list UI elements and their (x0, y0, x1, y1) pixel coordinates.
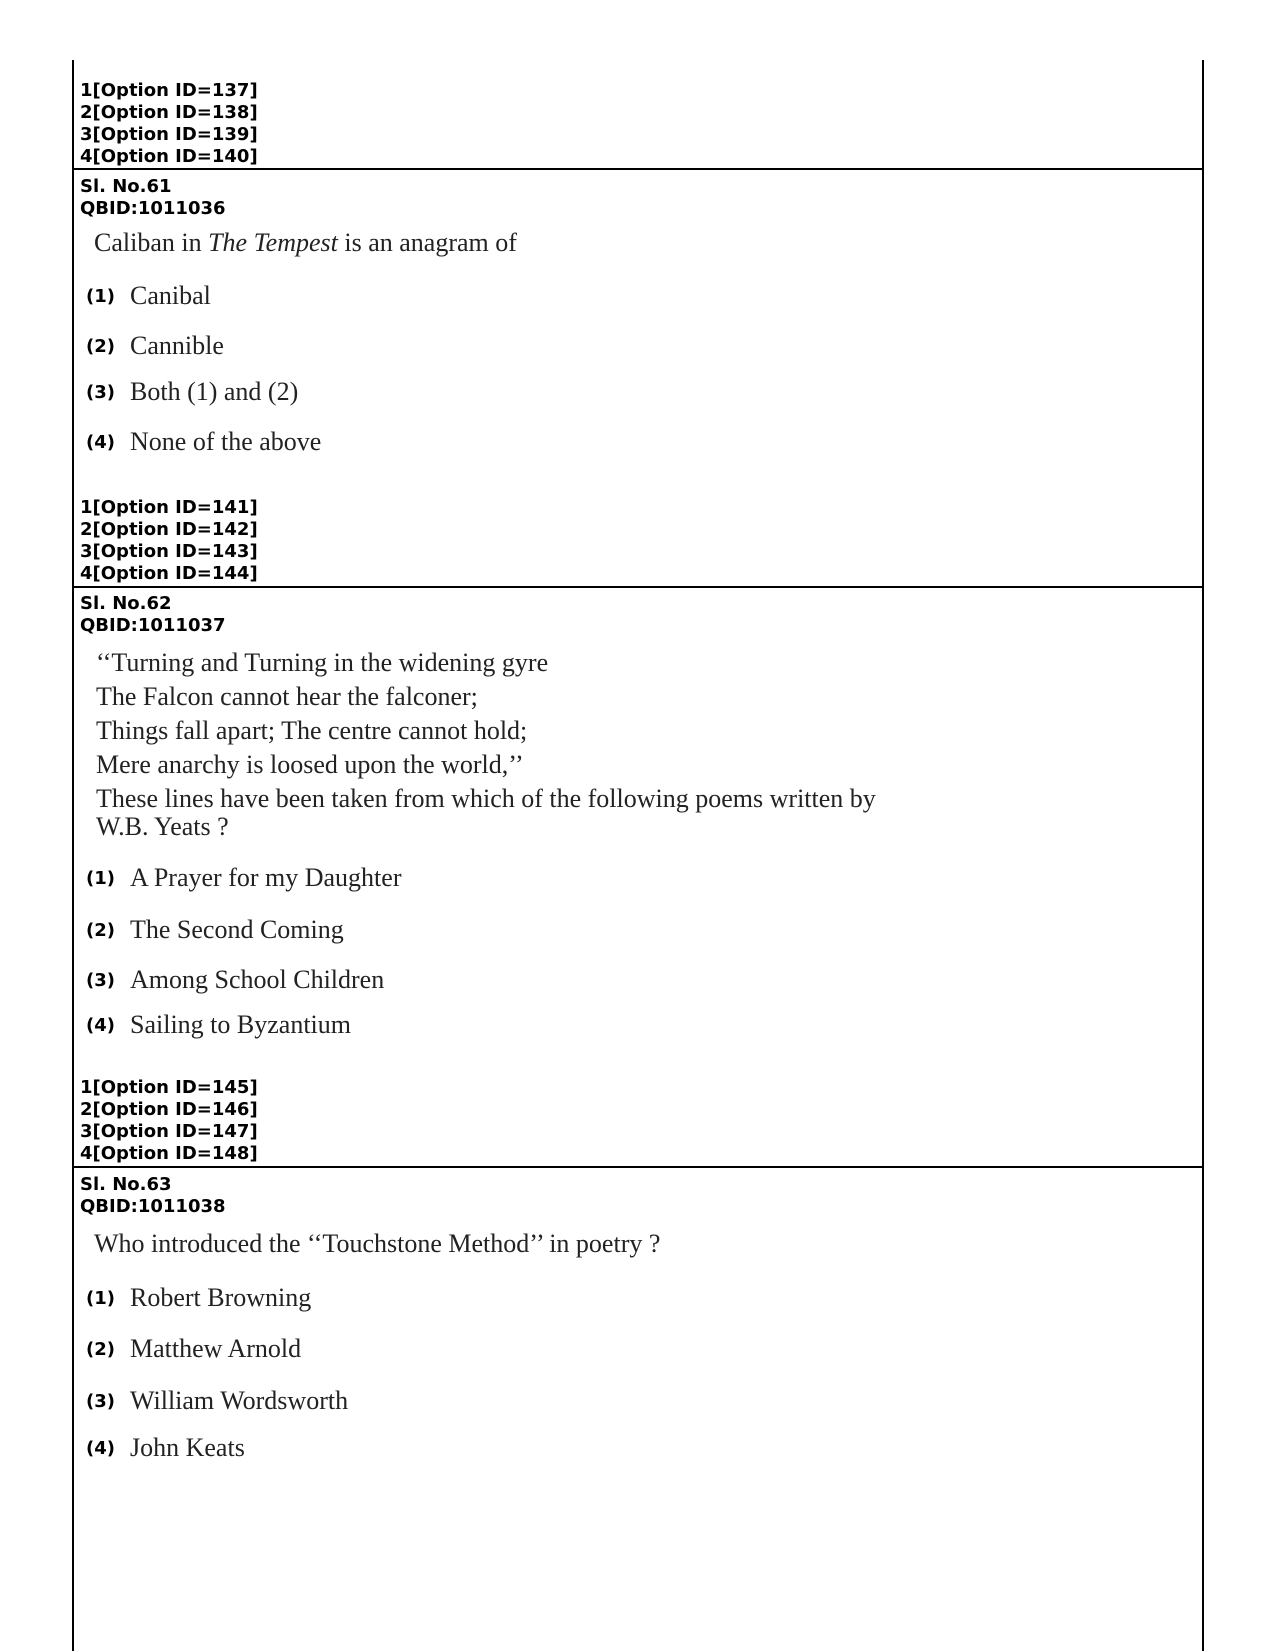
option-id: 1[Option ID=137] (80, 80, 258, 101)
answer-option (86, 1433, 245, 1467)
serial-number: Sl. No.63 (80, 1174, 172, 1195)
option-number: (3) (86, 1390, 115, 1412)
answer-option (86, 1386, 348, 1420)
option-id: 4[Option ID=140] (80, 146, 258, 167)
qbid: QBID:1011036 (80, 198, 226, 219)
option-number: (4) (86, 1014, 115, 1036)
question-text (94, 228, 517, 258)
answer-option (86, 281, 211, 315)
option-number: (2) (86, 919, 115, 941)
answer-option (86, 915, 344, 949)
option-id-list (80, 497, 258, 585)
answer-option (86, 1010, 351, 1044)
option-text: None of the above (130, 427, 322, 456)
option-id: 3[Option ID=143] (80, 541, 258, 562)
option-id: 4[Option ID=148] (80, 1143, 258, 1164)
option-number: (2) (86, 335, 115, 357)
question-line: W.B. Yeats ? (96, 812, 229, 841)
option-text: Canibal (130, 281, 211, 310)
question-header (80, 1174, 226, 1218)
option-number: (4) (86, 1437, 115, 1459)
answer-option (86, 1334, 301, 1368)
option-id: 2[Option ID=146] (80, 1099, 258, 1120)
option-text: Both (1) and (2) (130, 377, 299, 406)
option-number: (3) (86, 969, 115, 991)
question-text: Who introduced the ‘‘Touchstone Method’’ in poetry ? (94, 1229, 661, 1258)
option-number: (2) (86, 1338, 115, 1360)
question-text-italic: The Tempest (208, 228, 338, 257)
option-text: Robert Browning (130, 1283, 312, 1312)
question-text (96, 646, 876, 844)
option-id: 4[Option ID=144] (80, 563, 258, 584)
poem-line: The Falcon cannot hear the falconer; (96, 682, 478, 711)
answer-option (86, 1283, 311, 1317)
option-text: Cannible (130, 331, 224, 360)
serial-number: Sl. No.62 (80, 593, 172, 614)
question-text-part: Caliban in (94, 228, 209, 257)
option-text: William Wordsworth (130, 1386, 349, 1415)
qbid: QBID:1011037 (80, 615, 226, 636)
option-id: 1[Option ID=145] (80, 1077, 258, 1098)
option-text: John Keats (130, 1433, 245, 1462)
question-text-part: is an anagram of (337, 228, 517, 257)
option-text: The Second Coming (130, 915, 344, 944)
option-text: Matthew Arnold (130, 1334, 302, 1363)
poem-line: ‘‘Turning and Turning in the widening gyre (96, 648, 549, 677)
option-id-list (80, 80, 258, 168)
qbid: QBID:1011038 (80, 1196, 226, 1217)
option-id-list (80, 1077, 258, 1165)
option-number: (3) (86, 381, 115, 403)
option-number: (1) (86, 867, 115, 889)
option-id: 1[Option ID=141] (80, 497, 258, 518)
option-text: Among School Children (130, 965, 385, 994)
option-text: A Prayer for my Daughter (130, 863, 402, 892)
poem-line: Things fall apart; The centre cannot hold; (96, 716, 528, 745)
option-id: 2[Option ID=142] (80, 519, 258, 540)
option-text: Sailing to Byzantium (130, 1010, 351, 1039)
option-number: (1) (86, 1287, 115, 1309)
option-id: 3[Option ID=139] (80, 124, 258, 145)
answer-option (86, 377, 298, 411)
serial-number: Sl. No.61 (80, 176, 172, 197)
question-header (80, 176, 226, 220)
option-number: (1) (86, 285, 115, 307)
question-header (80, 593, 226, 637)
divider (72, 586, 1204, 588)
divider (72, 1166, 1204, 1168)
option-id: 3[Option ID=147] (80, 1121, 258, 1142)
poem-line: Mere anarchy is loosed upon the world,’’ (96, 750, 524, 779)
divider (72, 168, 1204, 170)
answer-option (86, 863, 401, 897)
option-number: (4) (86, 431, 115, 453)
answer-option (86, 427, 321, 461)
question-line: These lines have been taken from which of the following poems written by (96, 784, 876, 813)
answer-option (86, 331, 224, 365)
answer-option (86, 965, 384, 999)
option-id: 2[Option ID=138] (80, 102, 258, 123)
